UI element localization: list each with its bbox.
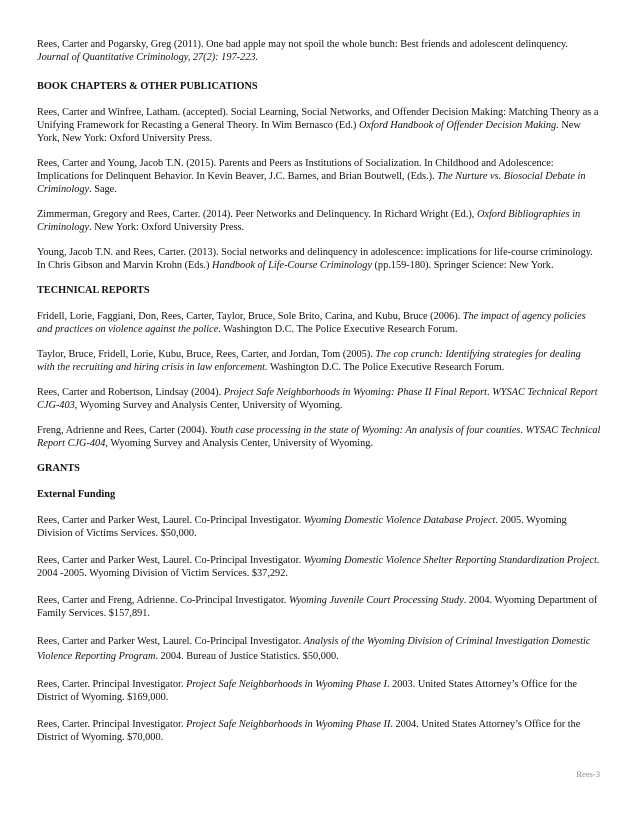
entry-text: Washington D.C. The Police Executive Research Forum. — [267, 362, 505, 373]
entry-text: Rees, Carter and Parker West, Laurel. Co-Principal Investigator. — [37, 515, 304, 526]
cv-page — [37, 38, 601, 758]
entry-text: . New York, New York: Oxford University Press. — [37, 120, 581, 144]
entry-text: Rees, Carter. Principal Investigator. — [37, 719, 186, 730]
grant-title: Analysis of the Wyoming Division of Criminal Investigation Domestic Violence Reporting Program — [37, 636, 591, 662]
grant-entry — [37, 554, 601, 580]
report-entry — [37, 310, 601, 336]
grant-title: Wyoming Domestic Violence Shelter Reporting Standardization Project. — [303, 555, 600, 566]
book-chapter-entry — [37, 246, 601, 272]
subsection-heading-external-funding: External Funding — [37, 489, 116, 500]
entry-text: (pp.159-180). Springer Science: New York. — [371, 260, 554, 271]
entry-text: Fridell, Lorie, Faggiani, Don, Rees, Carter, Taylor, Bruce, Sole Brito, Carina, and Kubu, Bruce (2006). — [37, 311, 463, 322]
book-title: Oxford Handbook of Offender Decision Making — [358, 120, 557, 131]
grant-title: Wyoming Domestic Violence Database Project — [303, 515, 496, 526]
entry-text: Zimmerman, Gregory and Rees, Carter. (2014). Peer Networks and Delinquency. In Richard Wright (Ed.), — [37, 209, 477, 220]
grant-entry — [37, 594, 601, 620]
publication-entry — [37, 38, 601, 64]
report-series: WYSAC Technical Report CJG-403 — [37, 387, 598, 411]
section-heading-book-chapters: BOOK CHAPTERS & OTHER PUBLICATIONS — [37, 81, 258, 92]
entry-text: . 2003. United States Attorney’s Office for the District of Wyoming. $169,000. — [37, 679, 577, 703]
entry-text: Freng, Adrienne and Rees, Carter (2004). — [37, 425, 210, 436]
book-title: Oxford Bibliographies in Criminology — [37, 209, 581, 233]
grant-entry — [37, 514, 601, 540]
entry-text: . Washington D.C. The Police Executive Research Forum. — [218, 324, 458, 335]
report-entry — [37, 348, 601, 374]
report-title: Youth case processing in the state of Wyoming: An analysis of four counties — [210, 425, 521, 436]
report-title: Project Safe Neighborhoods in Wyoming: Phase II Final Report — [223, 387, 488, 398]
entry-text: . New York: Oxford University Press. — [89, 222, 245, 233]
entry-text: Taylor, Bruce, Fridell, Lorie, Kubu, Bruce, Rees, Carter, and Jordan, Tom (2005). — [37, 349, 376, 360]
section-heading-grants: GRANTS — [37, 463, 80, 474]
entry-text: . — [487, 387, 493, 398]
entry-text: Rees, Carter and Winfree, Latham. (accepted). Social Learning, Social Networks, and Offender Decision Making: Matching Theory as a Unifying Framework for Recasting a General Theory. In Wim Bernasco (Ed.) — [37, 107, 599, 131]
entry-text: . 2004. United States Attorney’s Office for the District of Wyoming. $70,000. — [37, 719, 581, 743]
entry-text: Rees, Carter and Young, Jacob T.N. (2015). Parents and Peers as Institutions of Socialization. In Childhood and Adolescence: Implications for Delinquent Behavior. In Kevin Beaver, J.C. Barnes, and Brian Boutwell, (Eds.). — [37, 158, 554, 182]
entry-text: Young, Jacob T.N. and Rees, Carter. (2013). Social networks and delinquency in adolescence: implications for life-course criminology. In Chris Gibson and Marvin Krohn (Eds.) — [37, 247, 593, 271]
entry-text: . 2004. Wyoming Department of Family Services. $157,891. — [37, 595, 598, 619]
book-chapter-entry — [37, 157, 601, 196]
entry-text: . Sage. — [89, 184, 117, 195]
grant-entry — [37, 634, 601, 664]
entry-text: . 2005. Wyoming Division of Victims Services. $50,000. — [37, 515, 567, 539]
book-title: The Nurture vs. Biosocial Debate in Criminology — [37, 171, 586, 195]
entry-text: 2004 -2005. Wyoming Division of Victim Services. $37,292. — [37, 568, 288, 579]
report-title: The impact of agency policies and practices on violence against the police — [37, 311, 586, 335]
page-number: Rees-3 — [576, 769, 600, 779]
book-chapter-entry — [37, 208, 601, 234]
section-heading-technical-reports: TECHNICAL REPORTS — [37, 285, 150, 296]
entry-text: Rees, Carter and Robertson, Lindsay (2004). — [37, 387, 224, 398]
grant-entry — [37, 678, 601, 704]
grant-title: Project Safe Neighborhoods in Wyoming Phase I — [185, 679, 387, 690]
book-chapter-entry — [37, 106, 601, 145]
grant-title: Wyoming Juvenile Court Processing Study — [288, 595, 464, 606]
report-series: WYSAC Technical Report CJG-404 — [37, 425, 601, 449]
entry-text: Rees, Carter and Freng, Adrienne. Co-Principal Investigator. — [37, 595, 289, 606]
entry-text: Rees, Carter. Principal Investigator. — [37, 679, 186, 690]
grant-title: Project Safe Neighborhoods in Wyoming Phase II — [185, 719, 391, 730]
entry-text: Rees, Carter and Parker West, Laurel. Co-Principal Investigator. — [37, 636, 304, 647]
grant-entry — [37, 718, 601, 744]
entry-text: , Wyoming Survey and Analysis Center, University of Wyoming. — [105, 438, 374, 449]
entry-text: Rees, Carter and Parker West, Laurel. Co-Principal Investigator. — [37, 555, 304, 566]
journal-title: Journal of Quantitative Criminology, 27(2): 197-223. — [37, 52, 259, 63]
report-entry — [37, 424, 601, 450]
entry-text: . — [520, 425, 526, 436]
entry-text: Rees, Carter and Pogarsky, Greg (2011). One bad apple may not spoil the whole bunch: Best friends and adolescent delinquency. — [37, 39, 569, 50]
report-title: The cop crunch: Identifying strategies for dealing with the recruiting and hiring crisis in law enforcement. — [37, 349, 581, 373]
entry-text: , Wyoming Survey and Analysis Center, University of Wyoming. — [74, 400, 343, 411]
book-title: Handbook of Life-Course Criminology — [212, 260, 372, 271]
report-entry — [37, 386, 601, 412]
entry-text: . 2004. Bureau of Justice Statistics. $50,000. — [155, 651, 339, 662]
